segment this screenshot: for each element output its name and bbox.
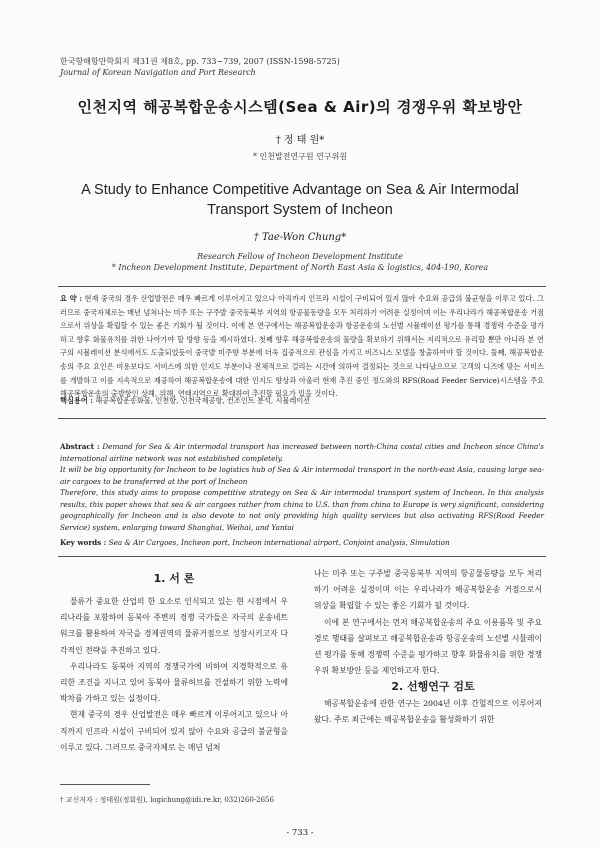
abstract-korean [60,292,544,401]
divider-top [58,286,546,287]
section-2-title: 2. 선행연구 검토 [391,680,475,694]
abstract-korean-lead: 요 약 : [60,294,82,303]
keywords-english-text: Sea & Air Cargoes, Incheon port, Incheon international airport, Conjoint analysis, Simulation [108,538,450,547]
abstract-english-p1: Demand for Sea & Air intermodal transport has increased between north-China costal cities and Incheon since China's international airline network was not established completely. [60,442,544,463]
section-2-paragraph-1: 해공복합운송에 관한 연구는 2004년 이후 간헐적으로 이루어져 왔다. 주로 최근에는 해공복합운송을 활성화하기 위한 [314,698,542,724]
section-1-paragraph-1: 물류가 중요한 산업의 한 요소로 인식되고 있는 현 시점에서 우리나라를 포함하여 동북아 주변의 경쟁 국가들은 자국의 운송네트워크를 활용하여 자국을 경제권역의 물류거점으로 성장시키고자 다각적인 전략을 추진하고 있다. [60,597,288,655]
page-number: - 733 - [286,828,314,838]
column-right [314,566,542,728]
keywords-korean-text: 해공복합운송화물, 인천항, 인천국제공항, 컨조인트 분석, 시뮬레이션 [95,396,311,405]
keywords-korean [60,394,544,408]
section-1-title: 1. 서 론 [153,572,195,585]
section-1-paragraph-3: 현재 중국의 경우 산업발전은 매우 빠르게 이루어지고 있으나 아직까지 인프라 시설이 구비되어 있지 않아 수요와 공급의 불균형을 이루고 있다. 그러므로 중국자체로 는 매년 넘쳐 [60,710,288,752]
keywords-english-lead: Key words : [60,538,107,547]
column-left [60,594,288,756]
footnote: † 교신저자 : 정태원(정회원), logichung@idi.re.kr, 032)260-2656 [60,796,274,804]
divider-middle [58,418,546,419]
title-korean: 인천지역 해공복합운송시스템(Sea & Air)의 경쟁우위 확보방안 [77,98,523,116]
title-english: A Study to Enhance Competitive Advantage on Sea & Air Intermodal Transport System of Incheon [81,182,519,218]
section-1-paragraph-5: 이에 본 연구에서는 먼저 해공복합운송의 주요 이용품목 및 주요경로 행태를 살펴보고 해공복합운송과 항공운송의 노선별 시뮬레이션 평가를 통해 경쟁력 수준을 평가하고 향후 화물유치를 위한 경쟁우위 확보방안 등을 제언하고자 한다. [314,617,542,676]
keywords-korean-lead: 핵심용어 : [60,396,93,405]
affiliation-english [0,251,600,273]
abstract-english-p3: Therefore, this study aims to propose competitive strategy on Sea & Air intermodal transport system of Incheon. In this analysis results, this paper shows that sea & air cargoes rather from china to U.S. than from china to Europe is very significant, considering geographically for Incheon and is also devote to not only providing high quality services but also activating RFS(Road Feeder Service) system, enlarging toward Shanghai, Weihai, and Yantai [60,488,544,532]
abstract-english-p2: It will be big opportunity for Incheon to be logistics hub of Sea & Air intermodal transport in the north-east Asia, causing large sea-air cargoes to be transferred at the port of Incheon [60,465,544,486]
journal-line-en: Journal of Korean Navigation and Port Research [60,68,256,77]
section-1-paragraph-4: 나는 미주 또는 구주발 중국동북부 지역의 항공물동량을 모두 처리하기 어려운 실정이며 이는 우리나라가 해공복합운송 거점으로서 위상을 확립할 수 있는 좋은 기회가 될 것이다. [314,569,542,611]
abstract-korean-text: 현재 중국의 경우 산업발전은 매우 빠르게 이루어지고 있으나 아직까지 인프라 시설이 구비되어 있지 않아 수요와 공급의 불균형을 이루고 있다. 그러므로 중국자체로는 매년 넘쳐나는 미주 또는 구주발 중국동북부 지역의 항공물동량을 모두 처리하기 어려운 실정이며 이는 우리나라가 해공복합운송 거점으로서 위상을 확립할 수 있는 좋은 기회가 될 것이다. 이에 본 연구에서는 해공복합운송과 항공운송의 노선별 시뮬레이션 평가를 통해 경쟁력 수준을 평가하고 향후 화물유치를 위한 나아가야 할 방향 등을 제시하였다. 첫째 향후 해공복합운송의 물량을 확보하기 위해서는 지리적으로 유리할 뿐만 아니라 본 연구의 시뮬레이션 분석에서도 도출되었듯이 중국발 미주향 부분에 더욱 집중적으로 관심을 가지고 비즈니스 모델을 창출하여야 할 것이다. 둘째, 해공복합운송의 주요 요인은 비용보다도 서비스에 의한 인지도 부분이나 전체적으로 걸리는 시간에 의하여 결정되는 것으로 나타났으므로 고객의 니즈에 맞는 서비스를 개발하고 이를 지속적으로 제공하여 해공복합운송에 대한 인지도 향상과 아울러 현재 추진 중인 정도와의 RFS(Road Feeder Service)시스템을 주요 해공복합운송의 출발항인 상해, 위해, 연태지역으로 확대하여 추진할 필요가 있을 것이다. [60,294,544,399]
affiliation-english-line-1: Research Fellow of Incheon Development Institute [197,252,403,261]
abstract-english [60,441,544,533]
author-english: † Tae-Won Chung* [253,232,347,243]
author-korean: † 정 태 원* [275,135,325,146]
footnote-rule [60,784,150,785]
journal-header [60,56,340,78]
section-1-heading-wrap [60,570,288,586]
journal-line-ko: 한국항해항만학회지 제31권 제8호, pp. 733~739, 2007 (ISSN-1598-5725) [60,57,340,66]
affiliation-english-line-2: * Incheon Development Institute, Department of North East Asia & logistics, 404-190, Korea [111,263,489,272]
keywords-english [60,536,544,550]
section-1-paragraph-2: 우리나라도 동북아 지역의 경쟁국가에 비하여 지경학적으로 유리한 조건을 지니고 있어 동북아 물류허브를 건설하기 위한 노력에 박차를 가하고 있는 실정이다. [60,661,288,704]
abstract-english-lead: Abstract : [60,442,100,451]
divider-bottom [58,556,546,557]
affiliation-korean: * 인천발전연구원 연구위원 [252,152,348,161]
